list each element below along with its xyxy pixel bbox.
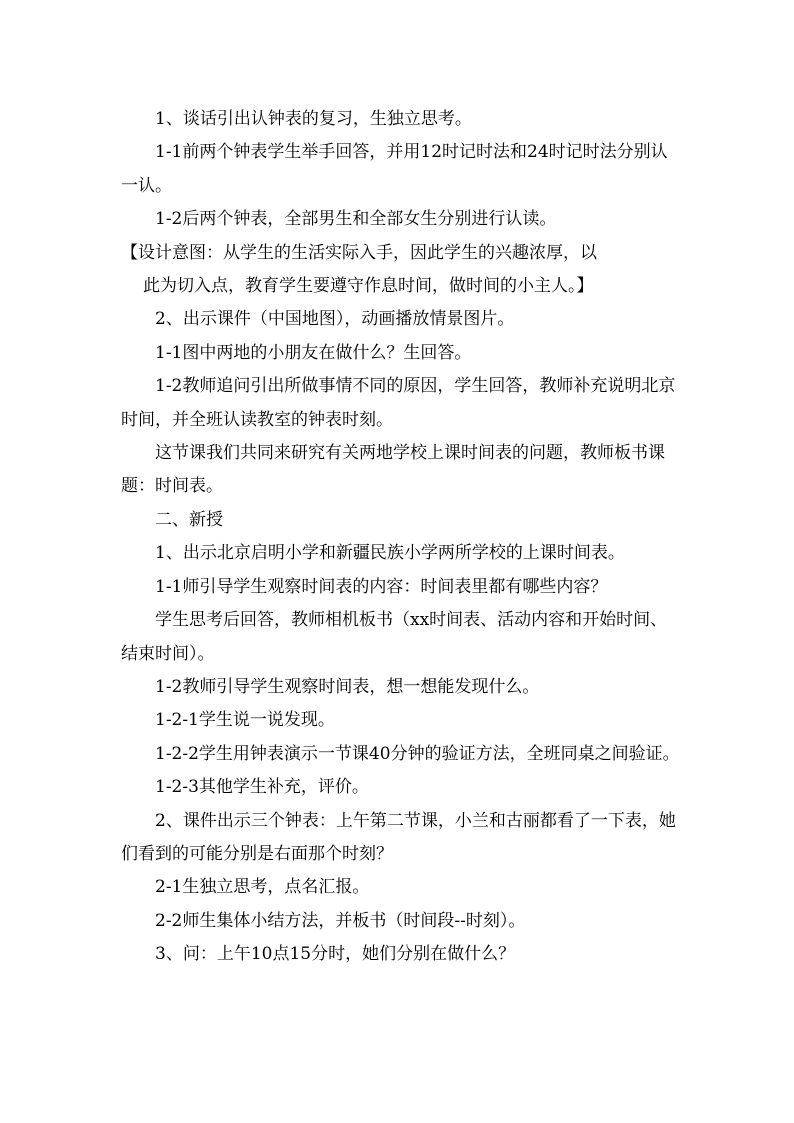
paragraph: 1、出示北京启明小学和新疆民族小学两所学校的上课时间表。 — [155, 543, 625, 564]
paragraph: 1-2-3其他学生补充，评价。 — [155, 777, 369, 798]
paragraph: 1、谈话引出认钟表的复习，生独立思考。 — [155, 109, 472, 129]
paragraph: 2、课件出示三个钟表：上午第二节课，小兰和古丽都看了一下表，她们看到的可能分别是右面那个时刻？ — [121, 810, 676, 864]
paragraph: 1-2-1学生说一说发现。 — [155, 710, 335, 731]
paragraph: 2-2师生集体小结方法，并板书（时间段--时刻）。 — [155, 910, 526, 931]
section-heading: 二、新授 — [155, 509, 223, 530]
paragraph: 3、问：上午10点15分时，她们分别在做什么？ — [155, 944, 516, 965]
paragraph: 1-1图中两地的小朋友在做什么？生回答。 — [155, 342, 472, 363]
paragraph: 学生思考后回答，教师相机板书（xx时间表、活动内容和开始时间、结束时间）。 — [121, 610, 668, 664]
paragraph: 1-1前两个钟表学生举手回答，并用12时记时法和24时记时法分别认一认。 — [121, 142, 668, 196]
paragraph: 这节课我们共同来研究有关两地学校上课时间表的问题，教师板书课题：时间表。 — [121, 443, 665, 497]
paragraph: 1-2教师追问引出所做事情不同的原因，学生回答，教师补充说明北京时间，并全班认读教室的钟表时刻。 — [121, 376, 676, 430]
document-body — [121, 103, 681, 972]
paragraph: 1-2后两个钟表，全部男生和全部女生分别进行认读。 — [155, 209, 557, 230]
paragraph: 1-1师引导学生观察时间表的内容：时间表里都有哪些内容？ — [155, 576, 608, 597]
paragraph: 1-2-2学生用钟表演示一节课40分钟的验证方法，全班同桌之间验证。 — [155, 743, 680, 764]
design-intent-note-line-1: 【设计意图：从学生的生活实际入手，因此学生的兴趣浓厚，以 — [121, 242, 597, 263]
paragraph: 1-2教师引导学生观察时间表，想一想能发现什么。 — [155, 676, 540, 697]
paragraph: 2、出示课件（中国地图），动画播放情景图片。 — [155, 309, 515, 330]
design-intent-note-line-2: 此为切入点，教育学生要遵守作息时间，做时间的小主人。】 — [143, 276, 594, 297]
paragraph: 2-1生独立思考，点名汇报。 — [155, 877, 370, 898]
